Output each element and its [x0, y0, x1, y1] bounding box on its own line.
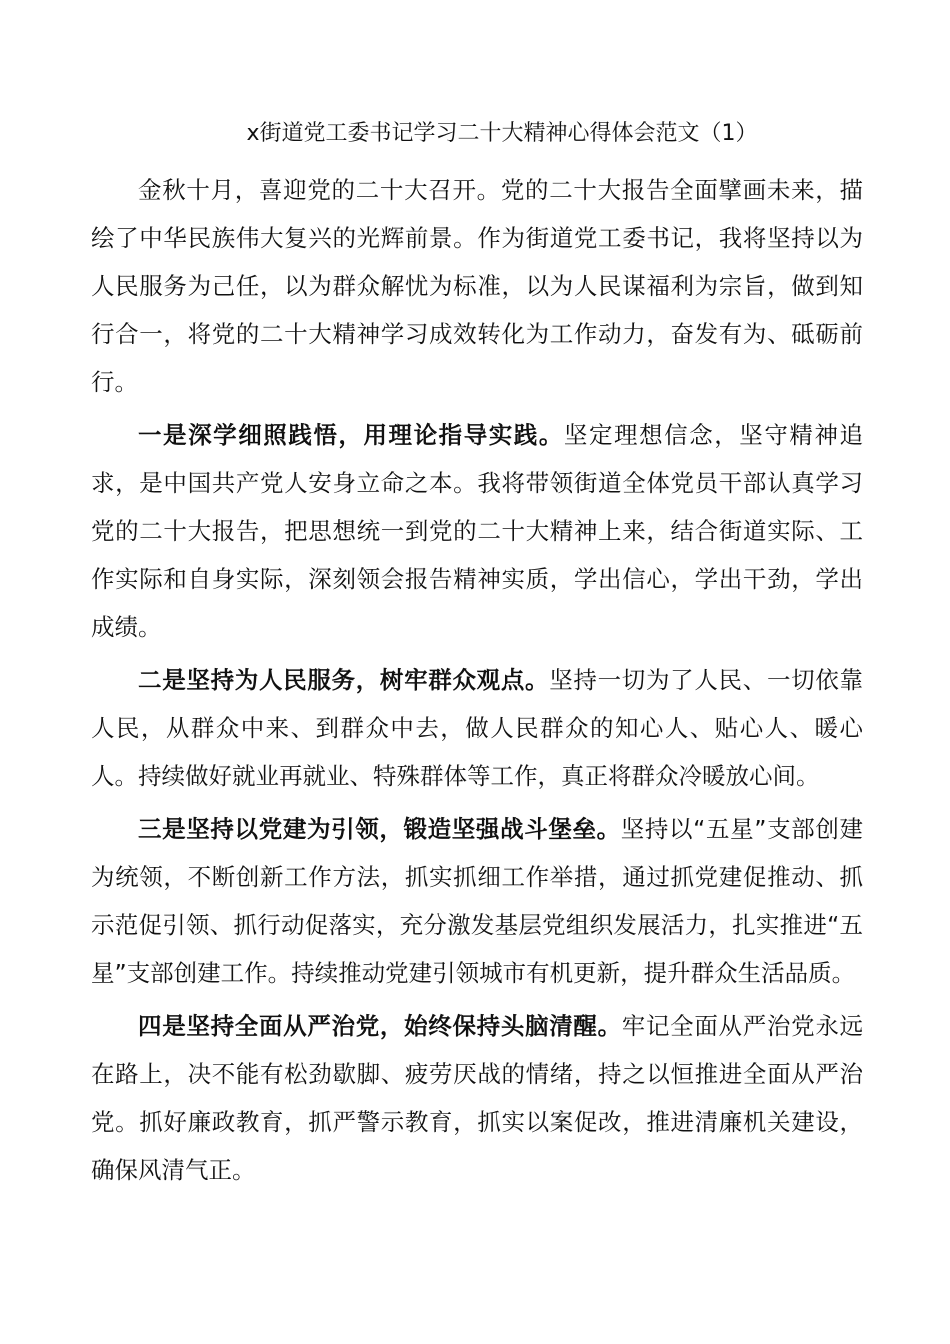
section-heading-2: 二是坚持为人民服务，树牢群众观点。 — [138, 666, 550, 694]
section-paragraph-1 — [91, 411, 863, 651]
section-paragraph-2 — [91, 656, 863, 800]
section-body-3: 坚持以“五星”支部创建为统领，不断创新工作方法，抓实抓细工作举措，通过抓党建促推动、抓示范促引领、抓行动促落实，充分激发基层党组织发展活力，扎实推进“五星”支部创建工作。持续推动党建引领城市有机更新，提升群众生活品质。 — [91, 815, 863, 987]
section-paragraph-4 — [91, 1002, 863, 1194]
section-body-2: 坚持一切为了人民、一切依靠人民，从群众中来、到群众中去，做人民群众的知心人、贴心人、暖心人。持续做好就业再就业、特殊群体等工作，真正将群众冷暖放心间。 — [91, 666, 864, 790]
document-page — [91, 118, 863, 1199]
section-heading-1: 一是深学细照践悟，用理论指导实践。 — [138, 421, 564, 449]
document-title: x街道党工委书记学习二十大精神心得体会范文（1） — [246, 121, 758, 146]
section-heading-3: 三是坚持以党建为引领，锻造坚强战斗堡垒。 — [138, 815, 621, 843]
section-body-1: 坚定理想信念，坚守精神追求，是中国共产党人安身立命之本。我将带领街道全体党员干部认真学习党的二十大报告，把思想统一到党的二十大精神上来，结合街道实际、工作实际和自身实际，深刻领会报告精神实质，学出信心，学出干劲，学出成绩。 — [91, 421, 864, 641]
section-body-4: 牢记全面从严治党永远在路上，决不能有松劲歇脚、疲劳厌战的情绪，持之以恒推进全面从严治党。抓好廉政教育，抓严警示教育，抓实以案促改，推进清廉机关建设，确保风清气正。 — [91, 1012, 864, 1184]
intro-paragraph: 金秋十月，喜迎党的二十大召开。党的二十大报告全面擘画未来，描绘了中华民族伟大复兴的光辉前景。作为街道党工委书记，我将坚持以为人民服务为己任，以为群众解忧为标准，以为人民谋福利为宗旨，做到知行合一，将党的二十大精神学习成效转化为工作动力，奋发有为、砥砺前行。 — [91, 176, 863, 396]
section-heading-4: 四是坚持全面从严治党，始终保持头脑清醒。 — [138, 1012, 622, 1040]
section-paragraph-3 — [91, 805, 863, 997]
